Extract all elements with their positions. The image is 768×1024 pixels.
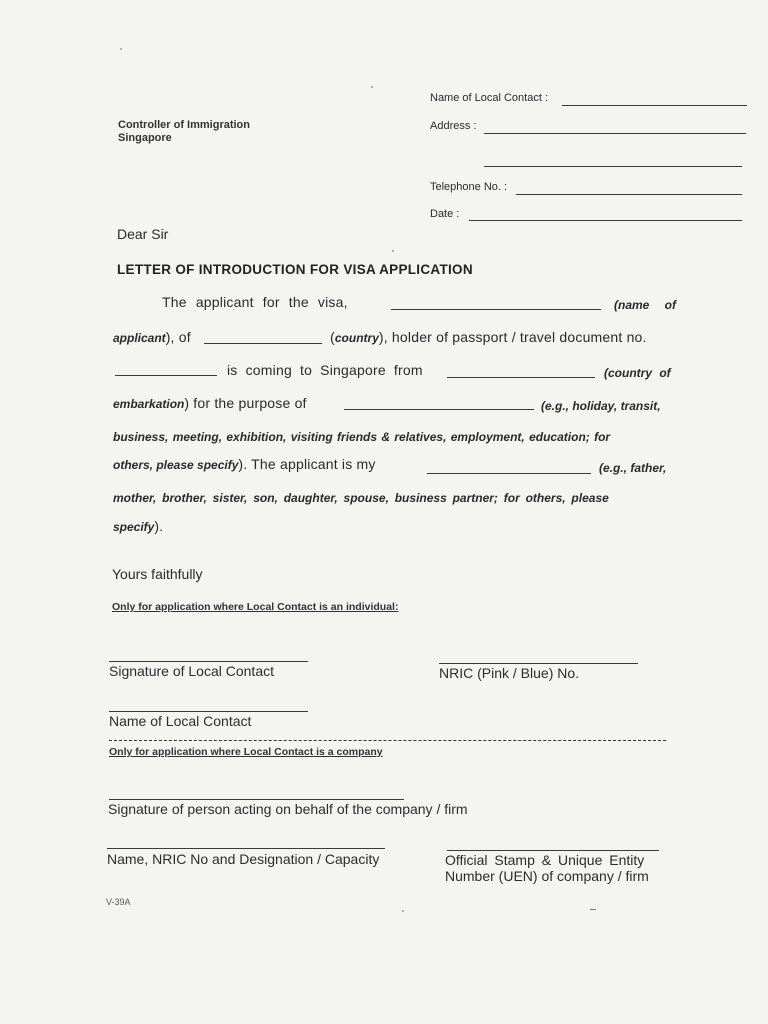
company-stamp-label-1: Official Stamp & Unique Entity xyxy=(445,852,645,868)
body-line-6-hint: others, please specify xyxy=(113,458,239,472)
address-field-line-1[interactable] xyxy=(484,133,746,134)
local-contact-name-label: Name of Local Contact : xyxy=(430,92,549,104)
body-line-7: mother, brother, sister, son, daughter, spouse, business partner; for others, please xyxy=(113,491,609,505)
individual-name-label: Name of Local Contact xyxy=(109,713,252,729)
date-field[interactable] xyxy=(469,220,742,221)
scan-speck xyxy=(120,48,122,50)
nric-label: NRIC (Pink / Blue) No. xyxy=(439,665,580,681)
company-signature-label: Signature of person acting on behalf of the company / firm xyxy=(108,801,468,817)
body-line-2-paren: ( xyxy=(330,329,335,345)
telephone-label: Telephone No. : xyxy=(430,181,508,193)
body-line-6-example: (e.g., father, xyxy=(599,461,667,475)
applicant-name-field[interactable] xyxy=(391,309,601,310)
applicant-country-field[interactable] xyxy=(204,343,322,344)
address-label: Address : xyxy=(430,120,477,132)
company-name-field[interactable] xyxy=(107,848,385,849)
body-line-2-rest xyxy=(330,329,647,347)
scan-speck xyxy=(371,86,373,88)
body-line-3-text: is coming to Singapore from xyxy=(227,362,423,378)
company-stamp-field[interactable] xyxy=(447,850,659,851)
address-field-line-2[interactable] xyxy=(484,166,742,167)
recipient-line-1: Controller of Immigration xyxy=(118,119,250,131)
passport-number-field[interactable] xyxy=(115,375,217,376)
embarkation-country-field[interactable] xyxy=(447,377,595,378)
section-separator xyxy=(109,740,666,741)
body-line-2-hint-applicant: applicant xyxy=(113,331,166,345)
purpose-field[interactable] xyxy=(344,409,534,410)
date-label: Date : xyxy=(430,208,460,220)
body-line-4 xyxy=(113,395,307,413)
scan-speck xyxy=(402,910,404,912)
individual-signature-label: Signature of Local Contact xyxy=(109,663,274,679)
company-stamp-label-2: Number (UEN) of company / firm xyxy=(445,868,649,884)
company-section-heading: Only for application where Local Contact is a company xyxy=(109,746,383,758)
relationship-field[interactable] xyxy=(427,473,591,474)
closing: Yours faithfully xyxy=(112,566,203,582)
body-line-4-hint: (e.g., holiday, transit, xyxy=(541,399,661,413)
body-line-1-hint: (name of xyxy=(614,298,677,312)
telephone-field[interactable] xyxy=(516,194,742,195)
body-line-2-of: ), of xyxy=(165,329,191,345)
body-line-6-relationship-text: ). The applicant is my xyxy=(238,456,376,472)
local-contact-name-field[interactable] xyxy=(562,105,747,106)
recipient-line-2: Singapore xyxy=(118,132,172,144)
body-line-6 xyxy=(113,456,376,474)
company-name-label: Name, NRIC No and Designation / Capacity xyxy=(107,851,380,867)
body-line-1-text: The applicant for the visa, xyxy=(162,294,348,310)
individual-name-field[interactable] xyxy=(109,711,308,712)
nric-field[interactable] xyxy=(439,663,638,664)
body-line-3-hint: (country of xyxy=(604,366,671,380)
body-line-8-hint: specify xyxy=(113,520,155,534)
body-line-4-purpose-text: ) for the purpose of xyxy=(184,395,307,411)
body-line-4-hint-embarkation: embarkation xyxy=(113,397,185,411)
body-line-2 xyxy=(113,329,191,347)
scan-mark xyxy=(590,909,596,910)
body-line-2-passport-text: ), holder of passport / travel document no. xyxy=(378,329,647,345)
letter-title: LETTER OF INTRODUCTION FOR VISA APPLICATION xyxy=(117,262,473,277)
individual-signature-field[interactable] xyxy=(109,661,308,662)
body-line-2-hint-country: country xyxy=(334,331,379,345)
salutation: Dear Sir xyxy=(117,226,169,242)
body-line-8-end: ). xyxy=(154,518,164,534)
form-code: V-39A xyxy=(106,897,131,907)
body-line-5: business, meeting, exhibition, visiting friends & relatives, employment, education; for xyxy=(113,430,611,444)
individual-section-heading: Only for application where Local Contact is an individual: xyxy=(112,601,399,613)
company-signature-field[interactable] xyxy=(109,799,404,800)
scan-speck xyxy=(392,250,394,252)
body-line-8 xyxy=(113,518,163,536)
